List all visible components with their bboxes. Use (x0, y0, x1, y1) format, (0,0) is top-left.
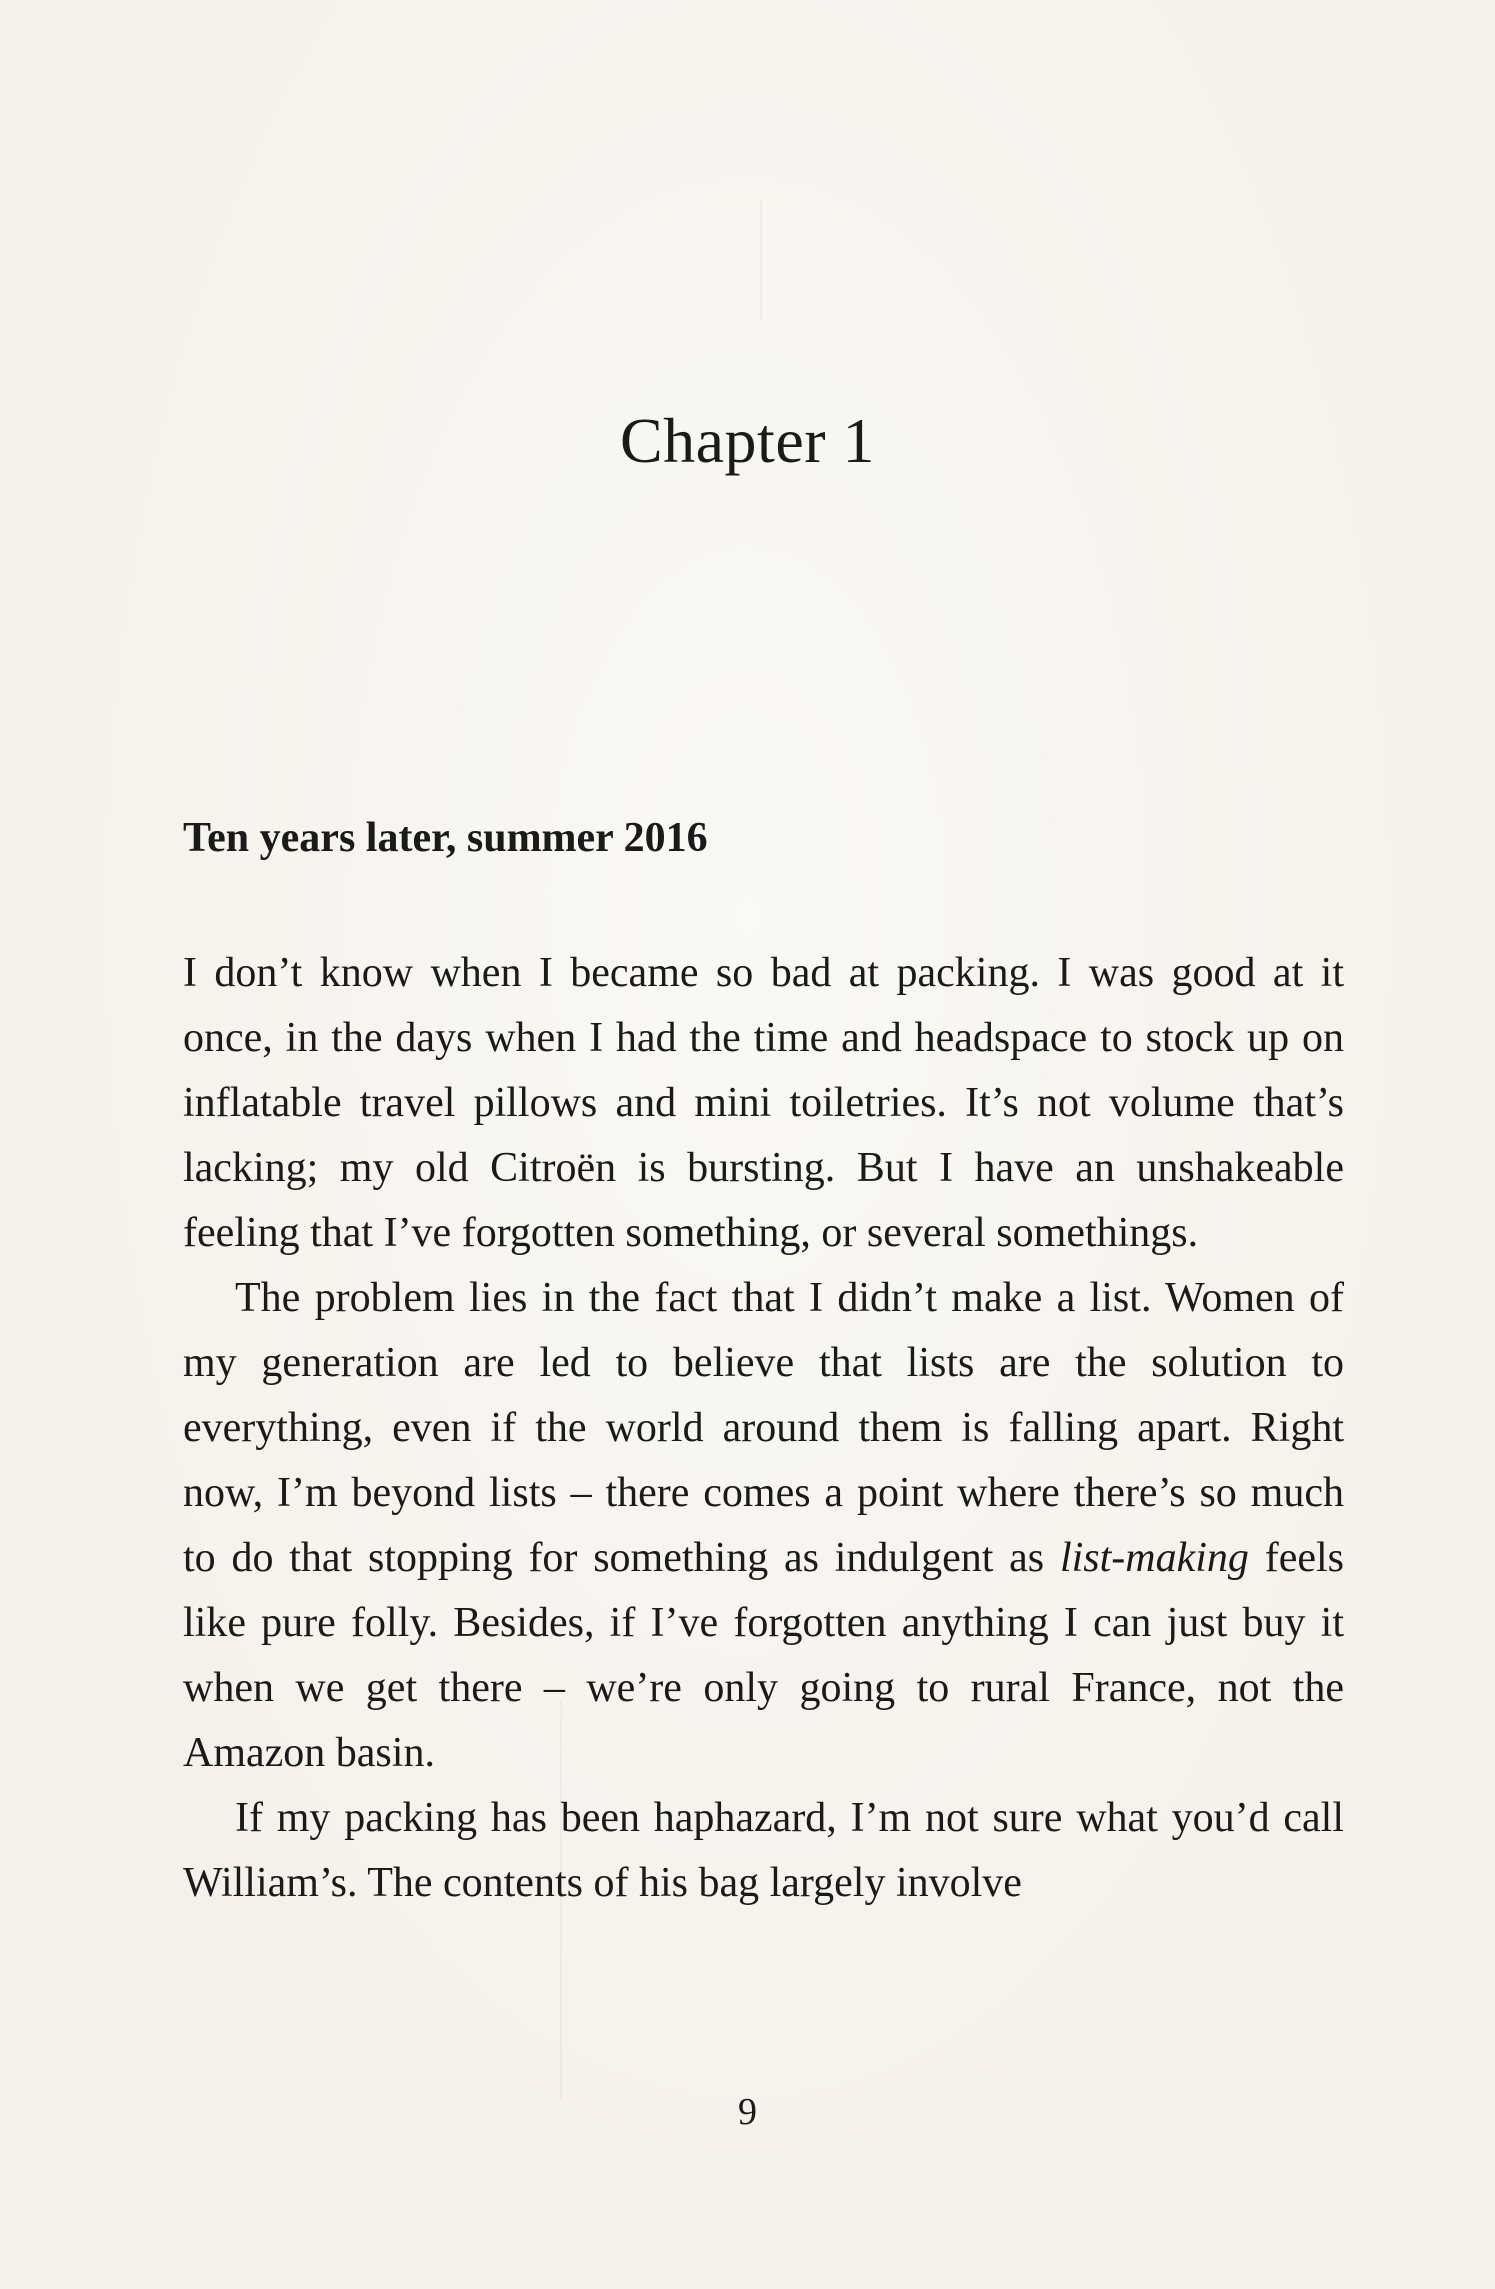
paragraph-2-emphasis: list-making (1059, 1535, 1249, 1581)
paragraph-2 (183, 1266, 1344, 1786)
paragraph-2-text-after: feels like pure folly. Besides, if I’ve forgotten anything I can just buy it when we get there – we’re only going to rural France, not the Amazon basin. (183, 1535, 1344, 1776)
paragraph-2-text-before: The problem lies in the fact that I didn’t make a list. Women of my generation are led to believe that lists are the solution to everything, even if the world around them is falling apart. Right now, I’m beyond lists – there comes a point where there’s so much to do that stopping for something as indulgent as (183, 1275, 1344, 1581)
show-through-mark (760, 200, 762, 320)
body-text (183, 941, 1344, 1916)
section-heading: Ten years later, summer 2016 (183, 815, 708, 861)
chapter-title: Chapter 1 (619, 405, 876, 476)
paragraph-1: I don’t know when I became so bad at packing. I was good at it once, in the days when I had the time and headspace to stock up on inflatable travel pillows and mini toiletries. It’s not volume that’s lacking; my old Citroën is bursting. But I have an unshakeable feeling that I’ve forgotten something, or several somethings. (183, 950, 1344, 1256)
page-number: 9 (738, 2091, 757, 2133)
paragraph-3: If my packing has been haphazard, I’m not sure what you’d call William’s. The contents of his bag largely involve (183, 1795, 1344, 1906)
